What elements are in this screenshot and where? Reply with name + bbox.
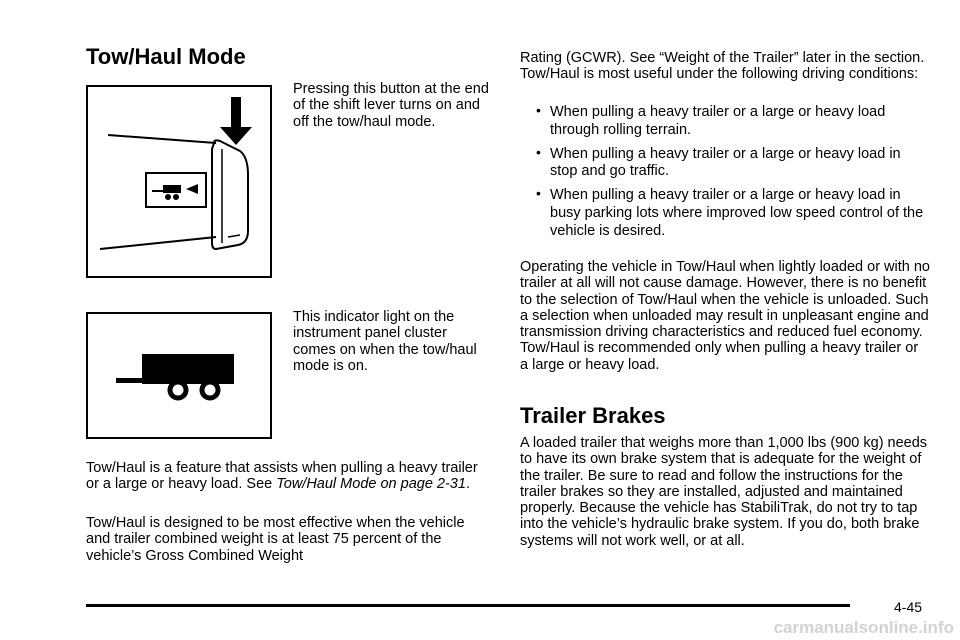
- shift-lever-button-illustration: [86, 85, 272, 278]
- list-item: • When pulling a heavy trailer or a large or heavy load in busy parking lots where improved low speed control of the vehicle is desired.: [536, 185, 924, 239]
- list-item: • When pulling a heavy trailer or a large or heavy load through rolling terrain.: [536, 102, 886, 138]
- tow-haul-indicator-illustration: [86, 312, 272, 439]
- trailer-brakes-title: Trailer Brakes: [520, 403, 666, 428]
- watermark: carmanualsonline.info: [773, 618, 954, 637]
- indicator-caption: This indicator light on the instrument panel cluster comes on when the tow/haul mode is on.: [293, 309, 477, 374]
- section-title: Tow/Haul Mode: [86, 44, 246, 69]
- feature-text: Tow/Haul is a feature that assists when pulling a heavy trailer or a large or heavy load. See: [86, 460, 478, 493]
- footer-rule: [86, 604, 850, 607]
- list-item: • When pulling a heavy trailer or a large or heavy load in stop and go traffic.: [536, 143, 901, 180]
- bullet-icon: •: [536, 102, 541, 118]
- feature-text-end: .: [465, 476, 470, 493]
- shift-lever-drawing: [88, 87, 270, 276]
- cross-reference-link: Tow/Haul Mode on page 2-31: [276, 476, 466, 493]
- operating-paragraph: Operating the vehicle in Tow/Haul when lightly loaded or with no trailer at all will not cause damage. However, there is no benefit to the selection of Tow/Haul when the vehicle is unloaded. Such a selection when unloaded may result in unpleasant engine and transmission driving characteristics and reduced fuel economy. Tow/Haul is recommended only when pulling a heavy trailer or a large or heavy load.: [520, 259, 931, 373]
- trailer-brakes-paragraph: A loaded trailer that weighs more than 1,000 lbs (900 kg) needs to have its own brake system that is adequate for the weight of the trailer. Be sure to read and follow the instructions for the trailer brakes so they are installed, adjusted and maintained properly. Because the vehicle has StabiliTrak, do not try to tap into the vehicle’s hydraulic brake system. If you do, both brake systems will not work well, or at all.: [520, 435, 928, 549]
- trailer-icon: [88, 314, 270, 437]
- bullet-icon: •: [536, 185, 541, 202]
- bullet-icon: •: [536, 143, 541, 160]
- tow-haul-designed-paragraph: Tow/Haul is designed to be most effective when the vehicle and trailer combined weight is at least 75 percent of the vehicle’s Gross Combined Weight: [86, 515, 465, 564]
- shift-button-caption: Pressing this button at the end of the shift lever turns on and off the tow/haul mode.: [293, 81, 489, 130]
- gcwr-paragraph: Rating (GCWR). See “Weight of the Trailer” later in the section. Tow/Haul is most useful under the following driving conditions:: [520, 50, 925, 83]
- page-number: 4-45: [894, 599, 923, 615]
- tow-haul-feature-paragraph: [86, 460, 486, 493]
- driving-conditions-list: [520, 104, 930, 247]
